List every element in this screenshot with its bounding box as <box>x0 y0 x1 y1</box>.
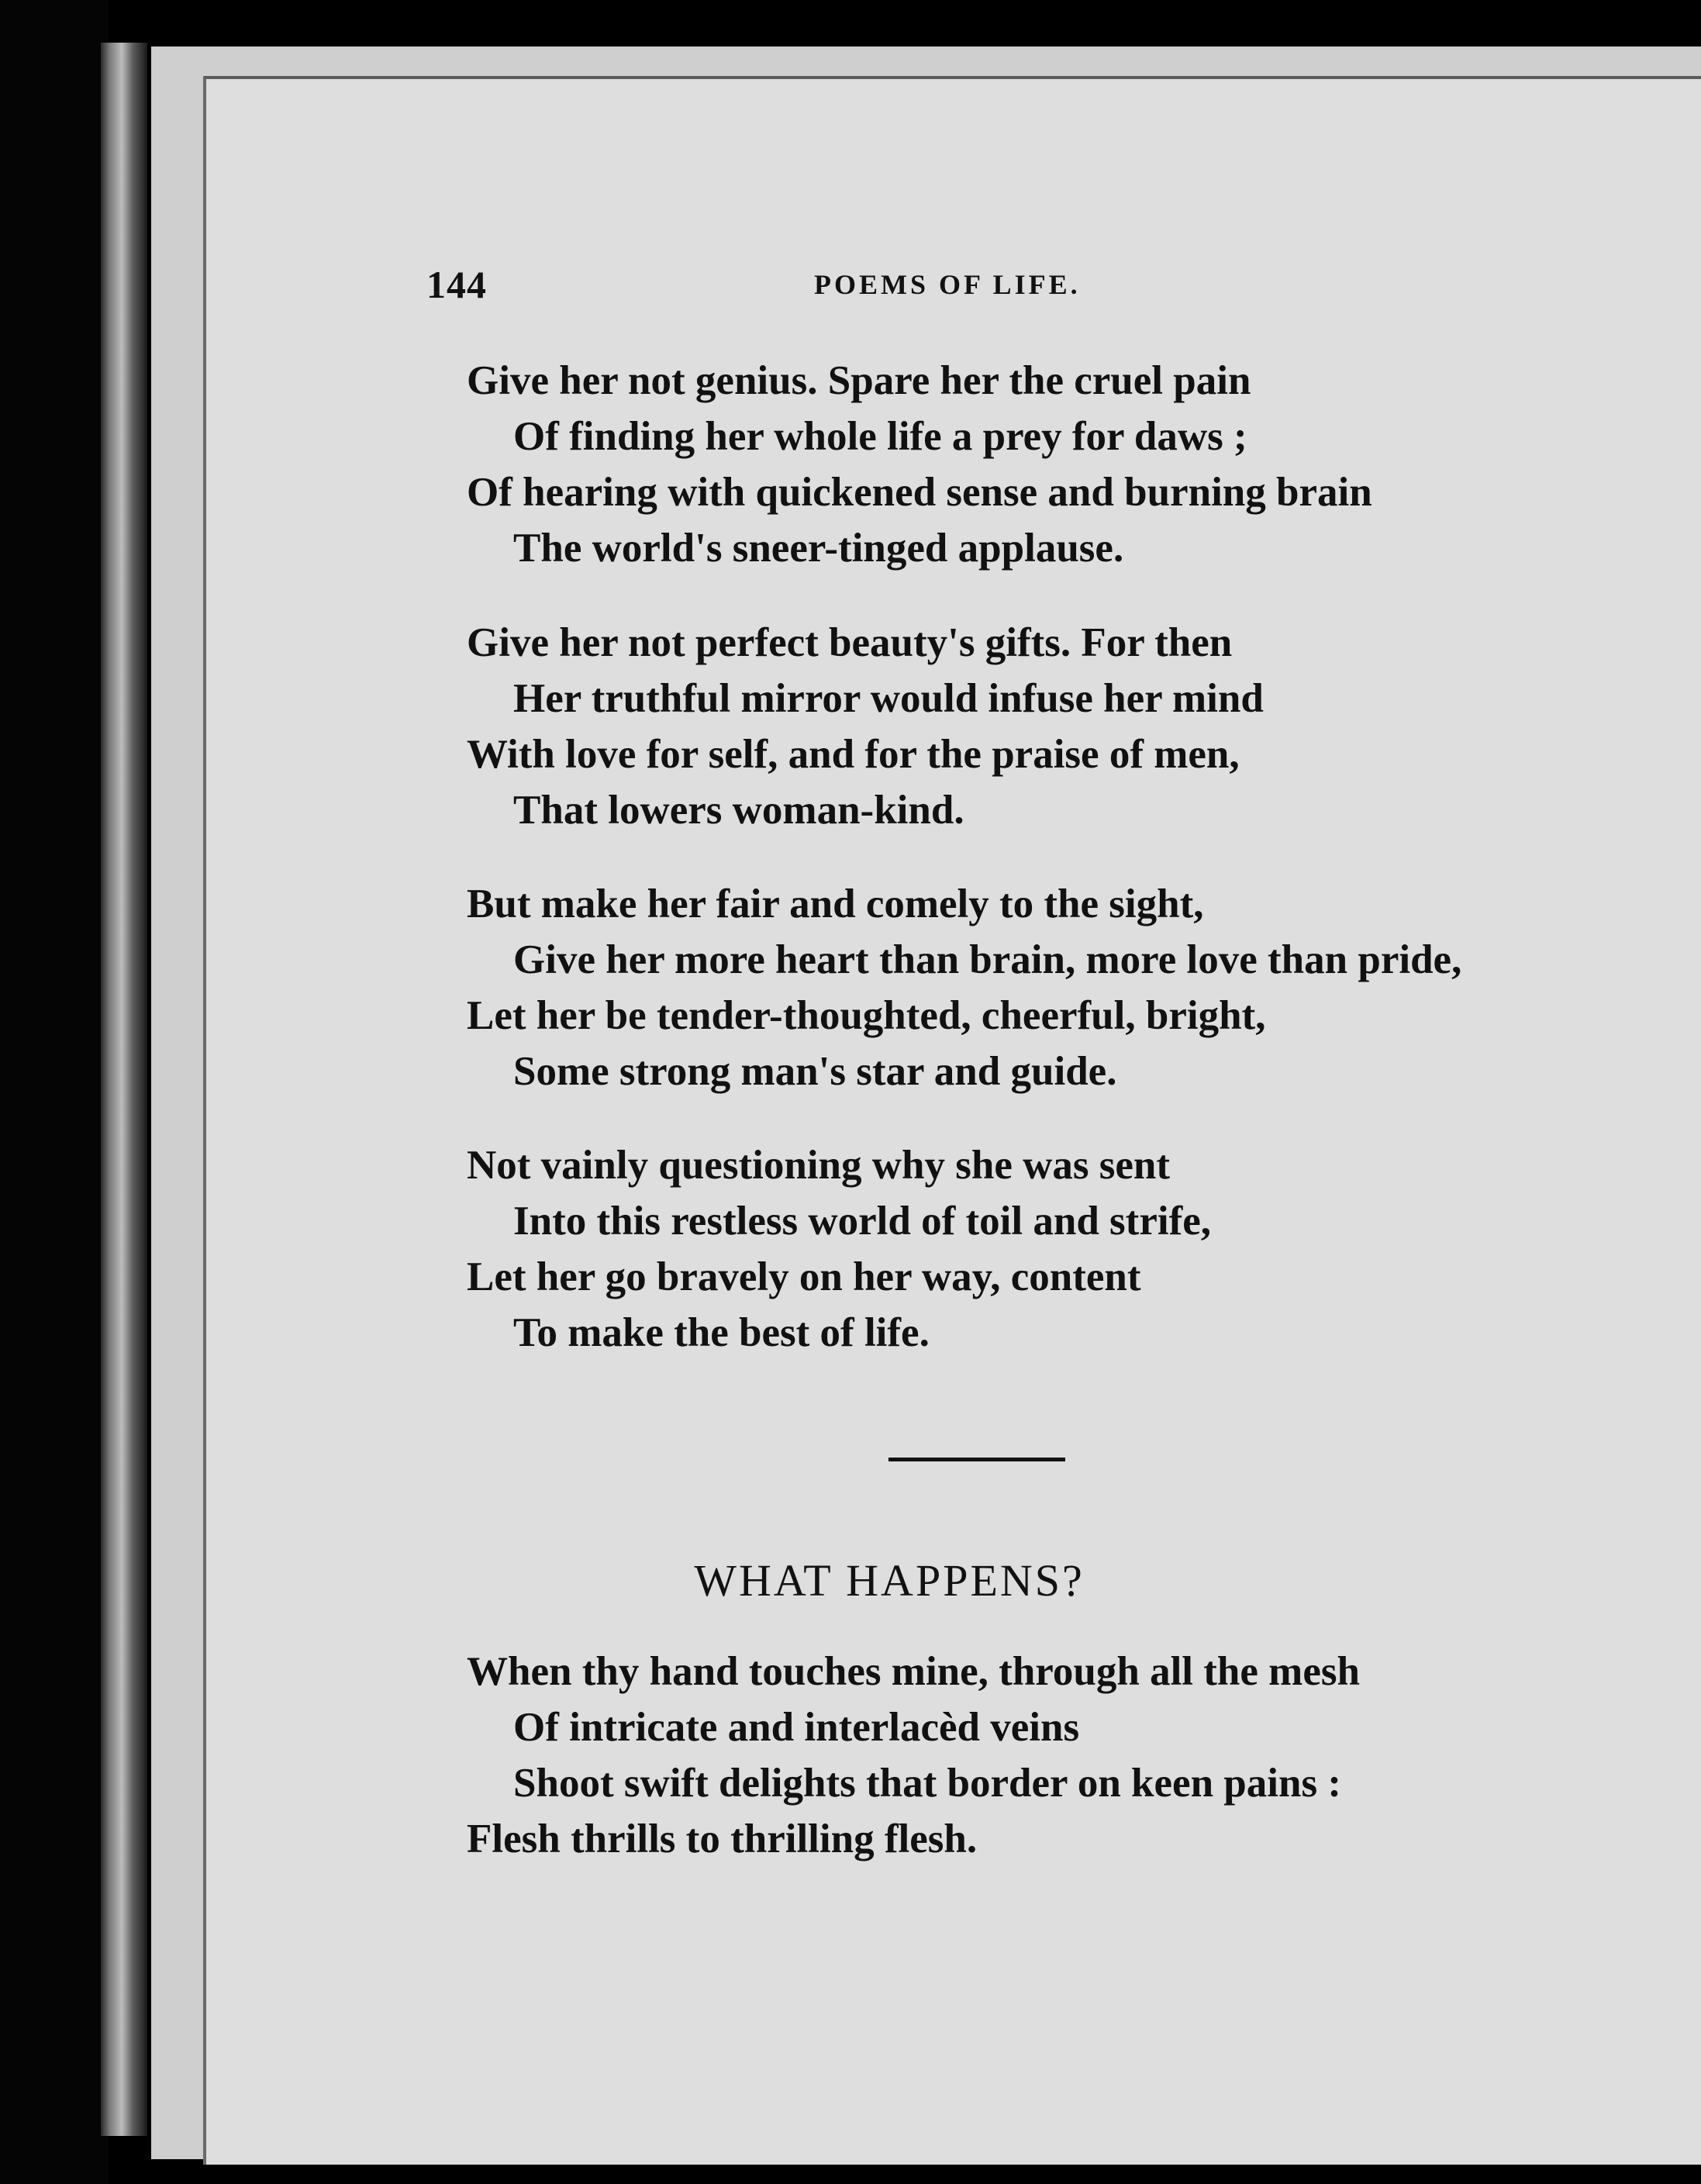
verse-line: That lowers woman-kind. <box>513 788 964 833</box>
verse-line: Of finding her whole life a prey for daws ; <box>513 414 1247 459</box>
verse-line: Of intricate and interlacèd veins <box>513 1705 1080 1750</box>
stanza-what-happens <box>467 1644 1630 1867</box>
verse-line: Give her more heart than brain, more love than pride, <box>513 937 1462 982</box>
verse-line: Of hearing with quickened sense and burning brain <box>467 470 1372 515</box>
verse-line: But make her fair and comely to the sight, <box>467 882 1204 926</box>
verse-line: Let her be tender-thoughted, cheerful, bright, <box>467 993 1266 1038</box>
page-header <box>426 262 1589 309</box>
verse-line: Give her not perfect beauty's gifts. For then <box>467 620 1233 665</box>
section-divider <box>888 1458 1065 1461</box>
poem-title: WHAT HAPPENS? <box>694 1555 1085 1606</box>
verse-line: Some strong man's star and guide. <box>513 1049 1117 1094</box>
stanza-2 <box>467 615 1630 838</box>
stanza-4 <box>467 1137 1630 1361</box>
stanza-1 <box>467 353 1630 576</box>
stanza-3 <box>467 876 1630 1099</box>
book-cover-edge <box>101 43 147 2136</box>
verse-line: Into this restless world of toil and strife, <box>513 1199 1211 1244</box>
verse-line: Shoot swift delights that border on keen pains : <box>513 1761 1341 1806</box>
verse-line: Let her go bravely on her way, content <box>467 1254 1141 1299</box>
verse-line: Flesh thrills to thrilling flesh. <box>467 1817 978 1861</box>
verse-line: When thy hand touches mine, through all the mesh <box>467 1649 1360 1694</box>
verse-line: Her truthful mirror would infuse her mind <box>513 676 1264 721</box>
verse-line: To make the best of life. <box>513 1310 930 1355</box>
page-number: 144 <box>426 263 487 306</box>
book-spine <box>0 0 109 2184</box>
verse-line: With love for self, and for the praise of men, <box>467 732 1240 777</box>
running-title: POEMS OF LIFE. <box>814 269 1081 300</box>
verse-line: Not vainly questioning why she was sent <box>467 1143 1171 1188</box>
verse-line: Give her not genius. Spare her the cruel pain <box>467 358 1251 403</box>
verse-line: The world's sneer-tinged applause. <box>513 526 1124 571</box>
